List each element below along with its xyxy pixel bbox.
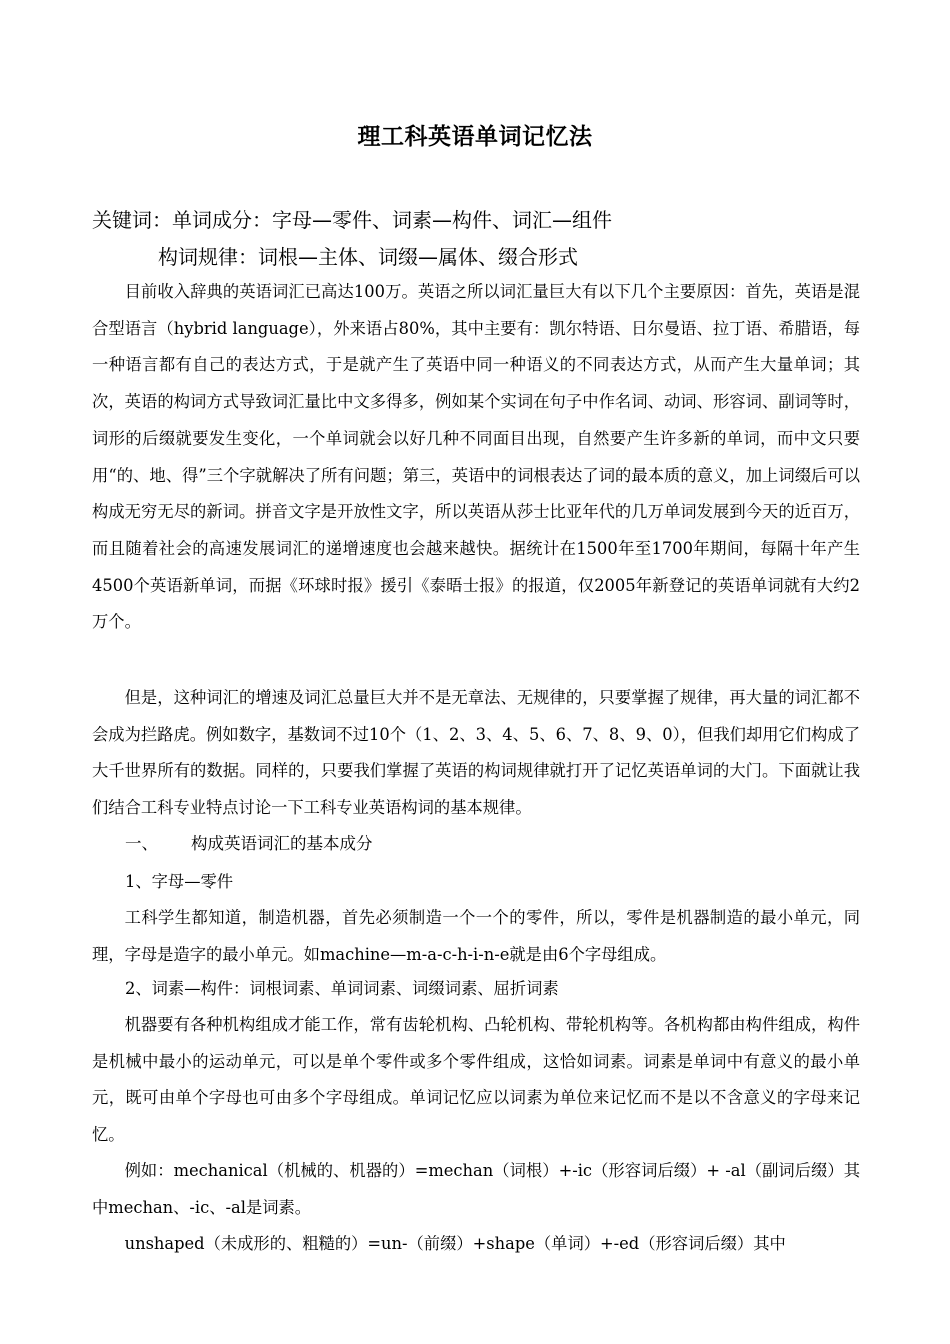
paragraph-intro: 目前收入辞典的英语词汇已高达100万。英语之所以词汇量巨大有以下几个主要原因：首先，英语是混合型语言（hybrid language），外来语占80%，其中主要有：凯尔特语、日尔曼语、拉丁语、希腊语，每一种语言都有自己的表达方式，于是就产生了英语中同一种语义的不同表达方式，从而产生大量单词；其次，英语的构词方式导致词汇量比中文多得多，例如某个实词在句子中作名词、动词、形容词、副词等时，词形的后缀就要发生变化，一个单词就会以好几种不同面目出现，自然要产生许多新的单词，而中文只要用“的、地、得”三个字就解决了所有问题；第三，英语中的词根表达了词的最本质的意义，加上词缀后可以构成无穷无尽的新词。拼音文字是开放性文字，所以英语从莎士比亚年代的几万单词发展到今天的近百万，而且随着社会的高速发展词汇的递增速度也会越来越快。据统计在1500年至1700年期间，每隔十年产生4500个英语新单词，而据《环球时报》援引《泰晤士报》的报道，仅2005年新登记的英语单词就有大约2万个。 [92, 282, 860, 632]
subheading-letters: 1、字母—零件 [125, 872, 234, 891]
paragraph-example-mechanical: 例如：mechanical（机械的、机器的）=mechan（词根）+-ic（形容词后缀）+ -al（副词后缀）其中mechan、-ic、-al是词素。 [92, 1161, 860, 1217]
paragraph-rules: 但是，这种词汇的增速及词汇总量巨大并不是无章法、无规律的，只要掌握了规律，再大量的词汇都不会成为拦路虎。例如数字，基数词不过10个（1、2、3、4、5、6、7、8、9、0），但我们却用它们构成了大千世界所有的数据。同样的，只要我们掌握了英语的构词规律就打开了记忆英语单词的大门。下面就让我们结合工科专业特点讨论一下工科专业英语构词的基本规律。 [92, 688, 860, 818]
keywords-line-1: 关键词：单词成分：字母—零件、词素—构件、词汇—组件 [92, 208, 612, 232]
section-heading [125, 830, 373, 854]
paragraph-letters: 工科学生都知道，制造机器，首先必须制造一个一个的零件，所以，零件是机器制造的最小单元，同理，字母是造字的最小单元。如machine—m-a-c-h-i-n-e就是由6个字母组成。 [92, 908, 860, 964]
paragraph-morphemes: 机器要有各种机构组成才能工作，常有齿轮机构、凸轮机构、带轮机构等。各机构都由构件组成，构件是机械中最小的运动单元，可以是单个零件或多个零件组成，这恰如词素。词素是单词中有意义的最小单元，既可由单个字母也可由多个字母组成。单词记忆应以词素为单位来记忆而不是以不含意义的字母来记忆。 [92, 1015, 860, 1145]
section-number: 一、 [125, 834, 158, 853]
section-title: 构成英语词汇的基本成分 [191, 834, 373, 853]
keywords-line-2: 构词规律：词根—主体、词缀—属体、缀合形式 [158, 245, 578, 269]
subheading-morphemes: 2、词素—构件：词根词素、单词词素、词缀词素、屈折词素 [125, 979, 559, 998]
paragraph-example-unshaped: unshaped（未成形的、粗糙的）=un-（前缀）+shape（单词）+-ed（形容词后缀）其中 [124, 1234, 786, 1253]
document-title: 理工科英语单词记忆法 [357, 124, 593, 150]
